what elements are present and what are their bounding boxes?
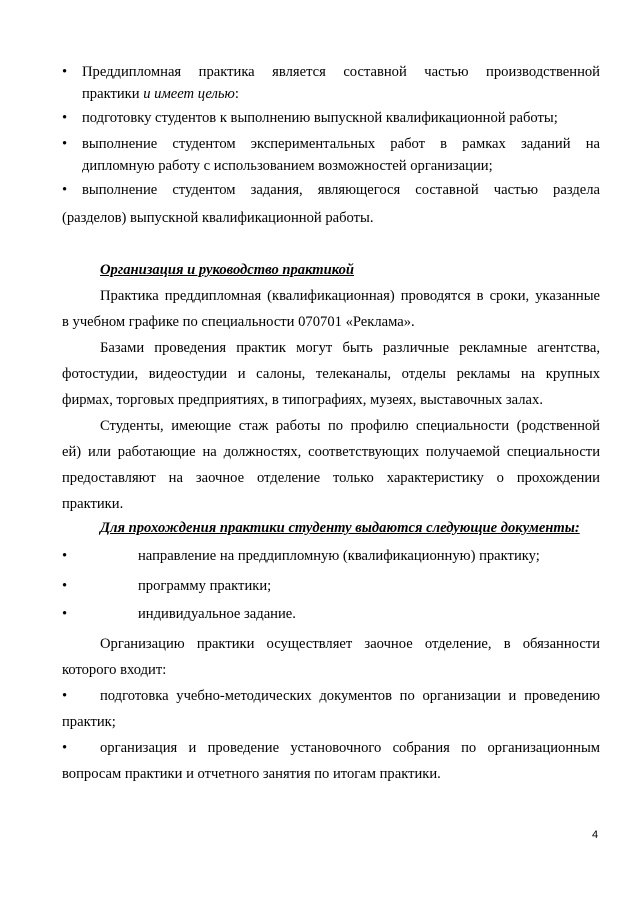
section-heading-text: Организация и руководство практикой [100,262,355,278]
page-number: 4 [592,829,599,841]
intro-item-1-italic: и имеет целью [143,86,235,102]
para-2-line-3 [62,390,600,410]
para-4-text-1: Организацию практики осуществляет заочное отделение, в обязанности [100,636,600,652]
para-3-line-1 [62,416,600,436]
intro-item-3-line-2 [62,156,600,176]
bullet-icon: • [62,110,68,126]
para-2-text-1: Базами проведения практик могут быть различные рекламные агентства, [100,340,600,356]
duty-item-2-text: организация и проведение установочного собрания по организационным [100,740,600,756]
para-2-line-2 [62,364,600,384]
para-3-line-3 [62,468,600,488]
document-item-text: программу практики; [138,578,272,594]
para-2-text-2: фотостудии, видеостудии и салоны, телеканалы, отделы рекламы на крупных [62,366,600,382]
duty-item-2-line-1 [62,738,600,758]
para-3-line-4 [62,494,600,514]
intro-item-1-line-2 [62,84,600,104]
para-1-line-1 [62,286,600,306]
document-item-text: направление на преддипломную (квалификационную) практику; [138,548,540,564]
documents-heading [62,518,600,538]
duty-item-1-line-2 [62,712,600,732]
para-3-text-4: практики. [62,496,124,512]
bullet-icon: • [62,688,68,704]
section-heading [62,260,600,280]
intro-item-4-line-1 [62,180,600,200]
intro-item-4-line-2 [62,208,600,228]
para-4-line-1 [62,634,600,654]
intro-item-3-line-1 [62,134,600,154]
duty-item-1-line-1 [62,686,600,706]
intro-item-1-colon: : [234,86,239,102]
bullet-icon: • [62,136,68,152]
para-2-line-1 [62,338,600,358]
duty-item-1-text: подготовка учебно-методических документов по организации и проведению [100,688,600,704]
duty-item-2-line-2 [62,764,600,784]
para-4-line-2 [62,660,600,680]
para-4-text-2: которого входит: [62,662,167,678]
bullet-icon: • [62,182,68,198]
para-3-text-1: Студенты, имеющие стаж работы по профилю специальности (родственной [100,418,600,434]
para-1-text-1: Практика преддипломная (квалификационная) проводятся в сроки, указанные [100,288,600,304]
intro-item-4-text-2: (разделов) выпускной квалификационной работы. [62,210,374,226]
para-2-text-3: фирмах, торговых предприятиях, в типографиях, музеях, выставочных залах. [62,392,543,408]
document-item [62,546,600,566]
documents-heading-text: Для прохождения практики студенту выдаются следующие документы: [100,520,580,536]
intro-item-4-text: выполнение студентом задания, являющегося составной частью раздела [82,182,600,198]
intro-item-3-text-2: дипломную работу с использованием возможностей организации; [82,158,493,174]
intro-item-2 [62,108,600,128]
intro-item-2-text: подготовку студентов к выполнению выпускной квалификационной работы; [82,110,558,126]
intro-item-1-text: Преддипломная практика является составной частью производственной [82,64,600,80]
intro-item-1-text-a: практики [82,86,140,102]
duty-item-1-text-2: практик; [62,714,116,730]
intro-item-1-line-1 [62,62,600,82]
intro-item-3-text: выполнение студентом экспериментальных работ в рамках заданий на [82,136,600,152]
document-item [62,576,600,596]
document-item [62,604,600,624]
para-3-line-2 [62,442,600,462]
para-1-text-2: в учебном графике по специальности 070701 «Реклама». [62,314,415,330]
bullet-icon: • [62,548,68,564]
bullet-icon: • [62,606,68,622]
bullet-icon: • [62,740,68,756]
para-3-text-2: ей) или работающие на должностях, соответствующих получаемой специальности [62,444,600,460]
para-1-line-2 [62,312,600,332]
document-item-text: индивидуальное задание. [138,606,296,622]
bullet-icon: • [62,578,68,594]
duty-item-2-text-2: вопросам практики и отчетного занятия по итогам практики. [62,766,441,782]
bullet-icon: • [62,64,68,80]
para-3-text-3: предоставляют на заочное отделение только характеристику о прохождении [62,470,600,486]
